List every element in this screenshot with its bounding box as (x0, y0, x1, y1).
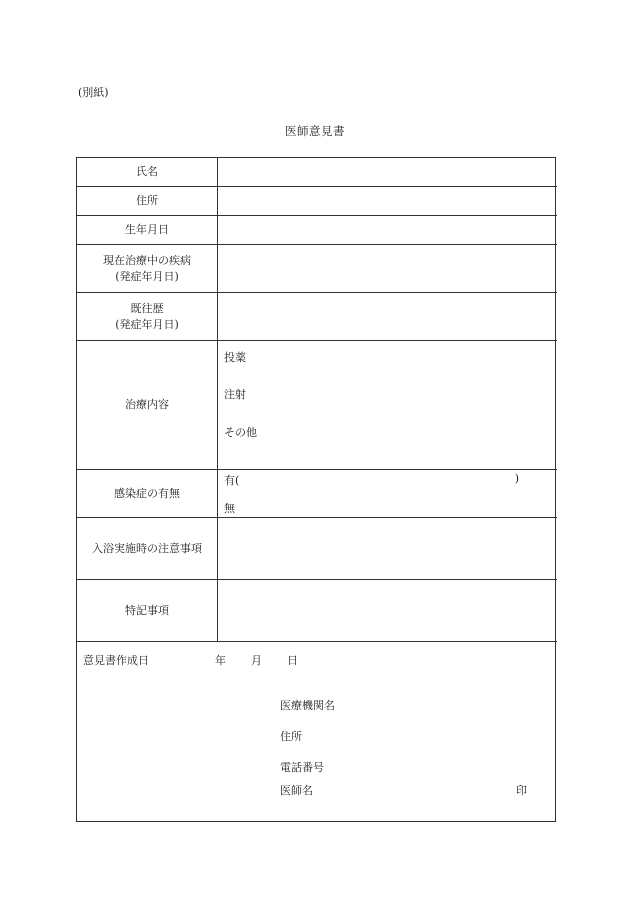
opinion-form-table (76, 157, 556, 822)
label-infection: 感染症の有無 (77, 470, 218, 517)
date-month: 月 (251, 654, 262, 667)
field-special[interactable] (218, 580, 557, 641)
date-day: 日 (287, 654, 298, 667)
row-treatment (77, 341, 557, 470)
creation-date-label: 意見書作成日 (83, 654, 149, 667)
field-past-history[interactable] (218, 293, 557, 340)
date-year: 年 (215, 654, 226, 667)
label-special: 特記事項 (77, 580, 218, 641)
label-birthdate: 生年月日 (77, 216, 218, 244)
field-address[interactable] (218, 187, 557, 215)
label-past-history: 既往歴 (発症年月日) (77, 293, 218, 340)
phone-label: 電話番号 (280, 761, 324, 774)
field-current-disease[interactable] (218, 245, 557, 292)
institution-label: 医療機関名 (280, 699, 335, 712)
row-bathing (77, 518, 557, 580)
infection-no: 無 (224, 502, 235, 515)
label-name: 氏名 (77, 158, 218, 186)
field-birthdate[interactable] (218, 216, 557, 244)
row-current-disease (77, 245, 557, 293)
treatment-medication: 投薬 (224, 351, 246, 364)
seal-mark: 印 (516, 784, 527, 797)
field-infection[interactable] (218, 470, 557, 517)
label-treatment: 治療内容 (77, 341, 218, 469)
signature-section (77, 642, 557, 823)
label-current-disease: 現在治療中の疾病 (発症年月日) (77, 245, 218, 292)
attachment-label: (別紙) (78, 86, 109, 99)
row-special (77, 580, 557, 642)
doctor-name-label: 医師名 (280, 784, 313, 797)
infection-yes-open: 有( (224, 474, 240, 487)
field-treatment[interactable] (218, 341, 557, 469)
treatment-other: その他 (224, 426, 257, 439)
document-title: 医師意見書 (285, 124, 345, 138)
row-birthdate (77, 216, 557, 245)
label-bathing: 入浴実施時の注意事項 (77, 518, 218, 579)
row-infection (77, 470, 557, 518)
field-bathing[interactable] (218, 518, 557, 579)
label-address: 住所 (77, 187, 218, 215)
footer-address-label: 住所 (280, 730, 302, 743)
row-name (77, 158, 557, 187)
treatment-injection: 注射 (224, 388, 246, 401)
row-past-history (77, 293, 557, 341)
field-name[interactable] (218, 158, 557, 186)
row-address (77, 187, 557, 216)
infection-yes-close: ) (514, 472, 519, 485)
